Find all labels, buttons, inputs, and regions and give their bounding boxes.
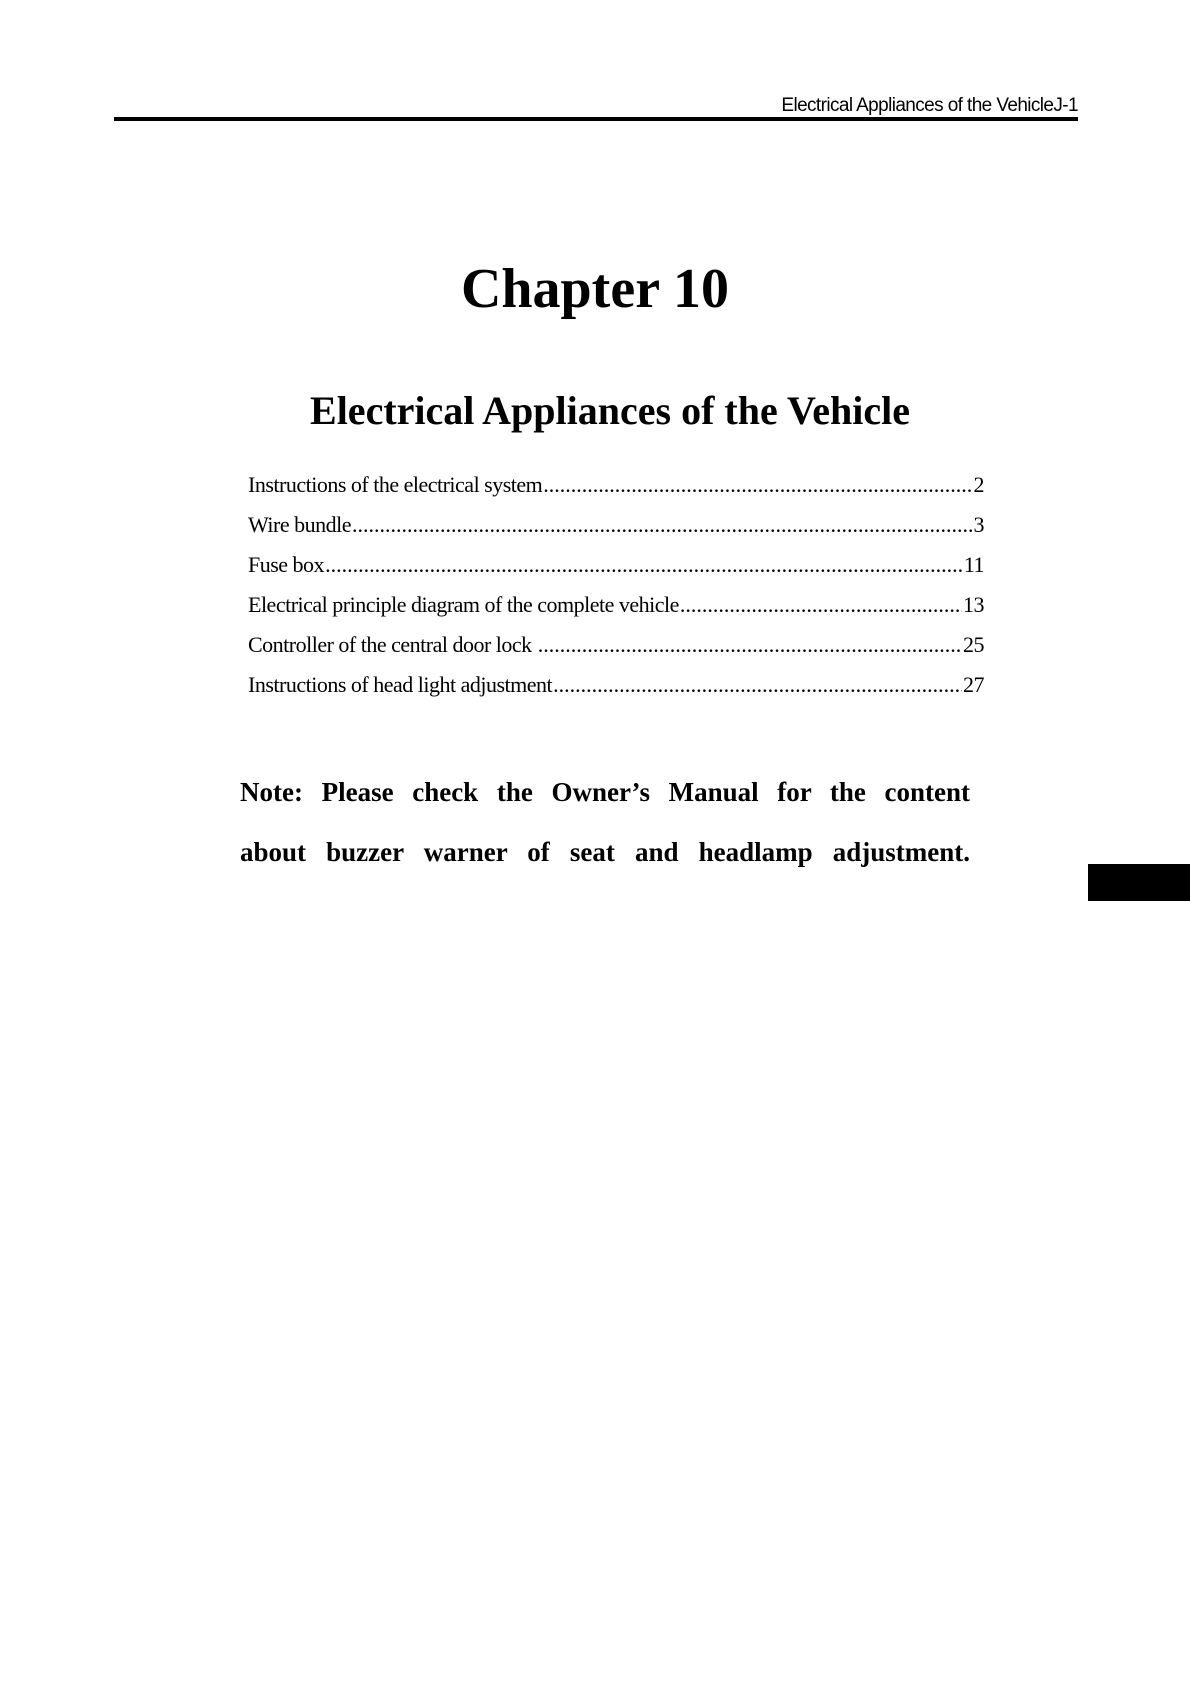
toc-dot-leader xyxy=(352,505,973,545)
running-header: Electrical Appliances of the VehicleJ-1 xyxy=(781,95,1078,116)
toc-dot-leader xyxy=(538,625,962,665)
toc-entry[interactable] xyxy=(248,505,984,545)
toc-page-number: 2 xyxy=(973,472,984,497)
toc-entry[interactable] xyxy=(248,625,984,665)
toc-entry[interactable] xyxy=(248,545,984,585)
toc-entry[interactable] xyxy=(248,585,984,625)
table-of-contents xyxy=(248,465,984,705)
toc-dot-leader xyxy=(553,665,962,705)
toc-entry[interactable] xyxy=(248,465,984,505)
toc-entry-label: Instructions of the electrical system xyxy=(248,472,543,497)
toc-page-number: 13 xyxy=(963,592,984,617)
toc-entry-label: Fuse box xyxy=(248,552,325,577)
toc-page-number: 27 xyxy=(963,672,984,697)
toc-dot-leader xyxy=(680,585,962,625)
toc-page-number: 3 xyxy=(973,512,984,537)
toc-page-number: 25 xyxy=(963,632,984,657)
toc-entry-label: Wire bundle xyxy=(248,512,351,537)
toc-entry-label: Controller of the central door lock xyxy=(248,632,537,657)
note-paragraph: Note: Please check the Owner’s Manual for the content about buzzer warner of seat and headlamp adjustment. xyxy=(240,777,970,867)
toc-dot-leader xyxy=(325,545,963,585)
toc-entry-label: Instructions of head light adjustment xyxy=(248,672,553,697)
chapter-title: Electrical Appliances of the Vehicle xyxy=(310,388,910,433)
chapter-number: Chapter 10 xyxy=(460,258,730,320)
toc-dot-leader xyxy=(543,465,972,505)
toc-entry[interactable] xyxy=(248,665,984,705)
toc-page-number: 11 xyxy=(963,552,984,577)
header-rule xyxy=(114,117,1078,121)
toc-entry-label: Electrical principle diagram of the complete vehicle xyxy=(248,592,679,617)
chapter-thumb-tab xyxy=(1088,864,1190,901)
